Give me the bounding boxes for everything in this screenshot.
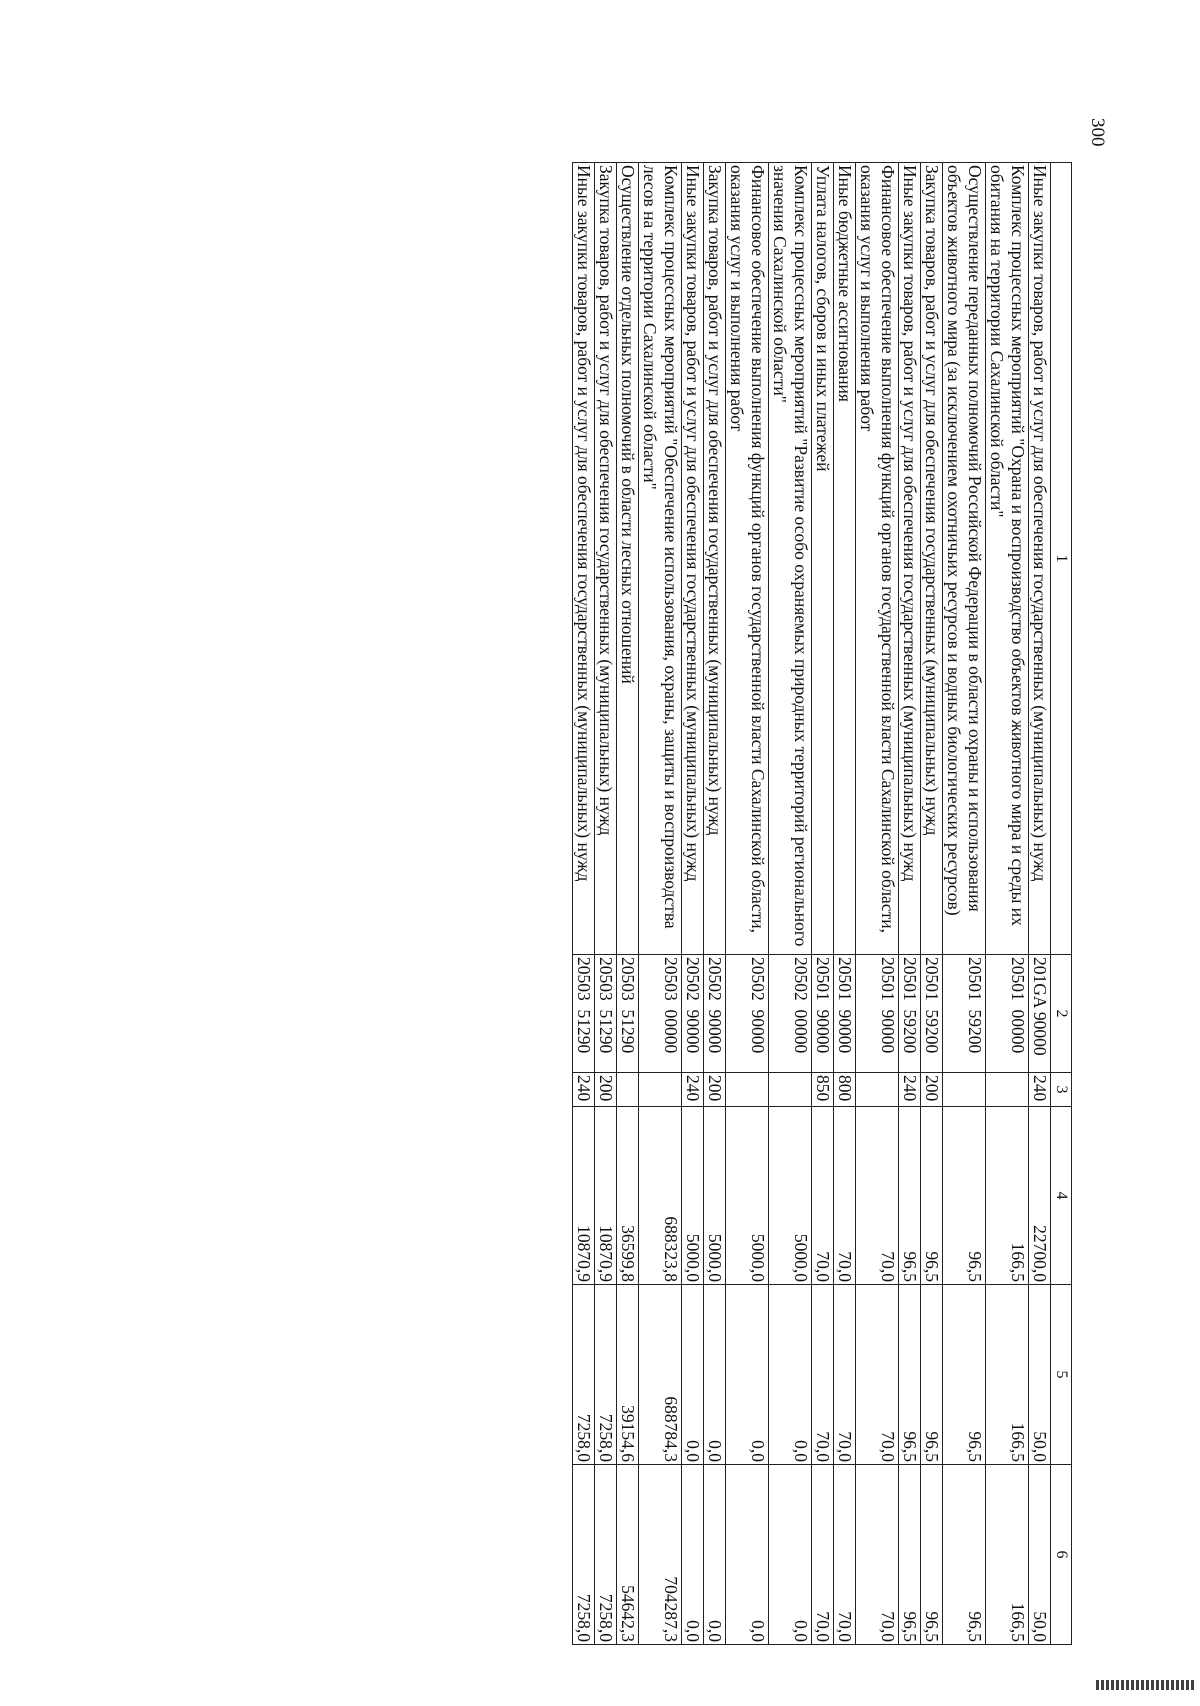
row-value-col4: 70,0 — [834, 1107, 856, 1285]
row-value-col6: 0,0 — [769, 1465, 812, 1645]
table-row — [682, 163, 704, 1645]
row-value-col5: 7258,0 — [595, 1285, 617, 1465]
row-expense-type: 850 — [812, 1073, 834, 1107]
row-value-col4: 36599,8 — [617, 1107, 639, 1285]
row-value-col5: 70,0 — [856, 1285, 899, 1465]
row-code: 20503 00000 — [639, 955, 682, 1073]
row-name: Иные закупки товаров, работ и услуг для обеспечения государственных (муниципальных) нужд — [573, 163, 595, 955]
row-code: 20503 51290 — [573, 955, 595, 1073]
row-name: Иные закупки товаров, работ и услуг для обеспечения государственных (муниципальных) нужд — [899, 163, 921, 955]
row-code: 201GA 90000 — [1029, 955, 1051, 1073]
row-expense-type — [639, 1073, 682, 1107]
row-code: 20503 51290 — [595, 955, 617, 1073]
table-row — [704, 163, 726, 1645]
row-value-col4: 10870,9 — [595, 1107, 617, 1285]
row-name: Закупка товаров, работ и услуг для обеспечения государственных (муниципальных) нужд — [595, 163, 617, 955]
row-name: Иные закупки товаров, работ и услуг для обеспечения государственных (муниципальных) нужд — [682, 163, 704, 955]
row-value-col4: 5000,0 — [769, 1107, 812, 1285]
header-col-6: 6 — [1051, 1465, 1072, 1645]
rotated-table-wrapper — [67, 162, 1072, 1644]
row-expense-type — [617, 1073, 639, 1107]
row-name: Иные закупки товаров, работ и услуг для обеспечения государственных (муниципальных) нужд — [1029, 163, 1051, 955]
row-code: 20503 51290 — [617, 955, 639, 1073]
row-value-col6: 0,0 — [704, 1465, 726, 1645]
row-value-col5: 70,0 — [812, 1285, 834, 1465]
row-value-col6: 96,5 — [943, 1465, 986, 1645]
row-code: 20502 90000 — [726, 955, 769, 1073]
row-code: 20501 59200 — [899, 955, 921, 1073]
header-row — [1051, 163, 1072, 1645]
row-value-col6: 50,0 — [1029, 1465, 1051, 1645]
row-value-col4: 5000,0 — [704, 1107, 726, 1285]
row-value-col6: 166,5 — [986, 1465, 1029, 1645]
row-value-col4: 70,0 — [812, 1107, 834, 1285]
table-row — [921, 163, 943, 1645]
row-value-col4: 5000,0 — [726, 1107, 769, 1285]
row-value-col6: 70,0 — [812, 1465, 834, 1645]
table-row — [573, 163, 595, 1645]
row-value-col5: 0,0 — [769, 1285, 812, 1465]
row-code: 20501 59200 — [943, 955, 986, 1073]
row-expense-type — [769, 1073, 812, 1107]
table-row — [769, 163, 812, 1645]
row-expense-type: 200 — [595, 1073, 617, 1107]
row-value-col4: 96,5 — [899, 1107, 921, 1285]
scan-edge-artifact — [1096, 1680, 1196, 1690]
row-name: Уплата налогов, сборов и иных платежей — [812, 163, 834, 955]
header-col-1: 1 — [1051, 163, 1072, 955]
table-row — [812, 163, 834, 1645]
row-code: 20501 00000 — [986, 955, 1029, 1073]
row-expense-type: 240 — [1029, 1073, 1051, 1107]
row-value-col4: 70,0 — [856, 1107, 899, 1285]
row-value-col6: 0,0 — [682, 1465, 704, 1645]
row-value-col5: 50,0 — [1029, 1285, 1051, 1465]
header-col-2: 2 — [1051, 955, 1072, 1073]
row-name: Осуществление отдельных полномочий в области лесных отношений — [617, 163, 639, 955]
row-value-col6: 96,5 — [921, 1465, 943, 1645]
row-expense-type — [726, 1073, 769, 1107]
row-value-col5: 0,0 — [704, 1285, 726, 1465]
table-row — [1029, 163, 1051, 1645]
row-code: 20502 90000 — [682, 955, 704, 1073]
table-row — [726, 163, 769, 1645]
row-value-col6: 70,0 — [834, 1465, 856, 1645]
row-name: Закупка товаров, работ и услуг для обеспечения государственных (муниципальных) нужд — [704, 163, 726, 955]
row-value-col6: 704287,3 — [639, 1465, 682, 1645]
row-value-col4: 10870,9 — [573, 1107, 595, 1285]
row-value-col5: 0,0 — [682, 1285, 704, 1465]
row-name: Комплекс процессных мероприятий "Охрана и воспроизводство объектов животного мира и среды их обитания на территории Сахалинской области" — [986, 163, 1029, 955]
row-value-col5: 166,5 — [986, 1285, 1029, 1465]
budget-table — [572, 162, 1072, 1645]
row-name: Закупка товаров, работ и услуг для обеспечения государственных (муниципальных) нужд — [921, 163, 943, 955]
row-code: 20502 00000 — [769, 955, 812, 1073]
row-value-col6: 7258,0 — [573, 1465, 595, 1645]
row-value-col5: 0,0 — [726, 1285, 769, 1465]
table-row — [617, 163, 639, 1645]
row-value-col4: 22700,0 — [1029, 1107, 1051, 1285]
row-value-col6: 70,0 — [856, 1465, 899, 1645]
row-expense-type: 800 — [834, 1073, 856, 1107]
row-value-col5: 688784,3 — [639, 1285, 682, 1465]
row-value-col5: 96,5 — [943, 1285, 986, 1465]
row-value-col5: 7258,0 — [573, 1285, 595, 1465]
row-name: Финансовое обеспечение выполнения функций органов государственной власти Сахалинской области, оказания услуг и выполнения работ — [856, 163, 899, 955]
row-expense-type: 240 — [682, 1073, 704, 1107]
row-code: 20501 59200 — [921, 955, 943, 1073]
row-value-col4: 166,5 — [986, 1107, 1029, 1285]
row-code: 20501 90000 — [812, 955, 834, 1073]
header-col-4: 4 — [1051, 1107, 1072, 1285]
table-row — [986, 163, 1029, 1645]
row-value-col4: 5000,0 — [682, 1107, 704, 1285]
row-value-col4: 96,5 — [943, 1107, 986, 1285]
row-name: Финансовое обеспечение выполнения функций органов государственной власти Сахалинской области, оказания услуг и выполнения работ — [726, 163, 769, 955]
row-value-col5: 96,5 — [899, 1285, 921, 1465]
row-name: Комплекс процессных мероприятий "Развитие особо охраняемых природных территорий регионального значения Сахалинской области" — [769, 163, 812, 955]
row-expense-type — [943, 1073, 986, 1107]
table-row — [639, 163, 682, 1645]
row-expense-type: 240 — [573, 1073, 595, 1107]
row-code: 20501 90000 — [834, 955, 856, 1073]
row-name: Комплекс процессных мероприятий "Обеспечение использования, охраны, защиты и воспроизводства лесов на территории Сахалинской области" — [639, 163, 682, 955]
row-value-col5: 96,5 — [921, 1285, 943, 1465]
row-expense-type: 200 — [704, 1073, 726, 1107]
row-value-col6: 54642,3 — [617, 1465, 639, 1645]
header-col-3: 3 — [1051, 1073, 1072, 1107]
row-value-col4: 688323,8 — [639, 1107, 682, 1285]
row-name: Осуществление переданных полномочий Российской Федерации в области охраны и использования объектов животного мира (за исключением охотничьих ресурсов и водных биологических ресурсов) — [943, 163, 986, 955]
row-code: 20502 90000 — [704, 955, 726, 1073]
table-row — [856, 163, 899, 1645]
table-row — [943, 163, 986, 1645]
row-name: Иные бюджетные ассигнования — [834, 163, 856, 955]
table-row — [899, 163, 921, 1645]
table-body — [573, 163, 1051, 1645]
row-code: 20501 90000 — [856, 955, 899, 1073]
row-expense-type: 200 — [921, 1073, 943, 1107]
row-expense-type: 240 — [899, 1073, 921, 1107]
row-value-col5: 39154,6 — [617, 1285, 639, 1465]
row-value-col6: 0,0 — [726, 1465, 769, 1645]
row-value-col5: 70,0 — [834, 1285, 856, 1465]
page-number: 300 — [1087, 118, 1108, 147]
header-col-5: 5 — [1051, 1285, 1072, 1465]
row-value-col6: 96,5 — [899, 1465, 921, 1645]
table-row — [595, 163, 617, 1645]
row-value-col6: 7258,0 — [595, 1465, 617, 1645]
table-row — [834, 163, 856, 1645]
row-value-col4: 96,5 — [921, 1107, 943, 1285]
row-expense-type — [986, 1073, 1029, 1107]
row-expense-type — [856, 1073, 899, 1107]
